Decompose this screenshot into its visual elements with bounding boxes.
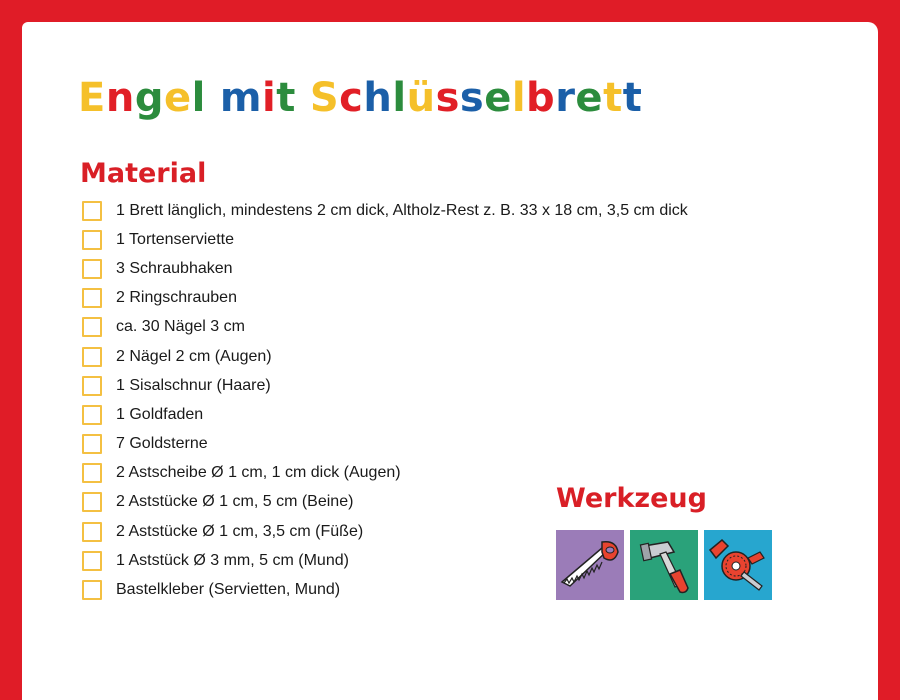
checkbox[interactable]: [82, 288, 102, 308]
title-letter: l: [511, 75, 527, 121]
title-letter: s: [435, 75, 460, 121]
title-letter: l: [191, 75, 206, 121]
title-letter: e: [163, 75, 192, 121]
title-letter: n: [105, 75, 135, 121]
material-item-label: 3 Schraubhaken: [116, 259, 233, 277]
title-letter: e: [484, 75, 512, 121]
checkbox[interactable]: [82, 463, 102, 483]
title-letter: S: [309, 75, 340, 121]
saw-icon: [556, 530, 624, 600]
title-letter: t: [276, 75, 296, 121]
material-item-label: 1 Tortenserviette: [116, 230, 234, 248]
material-item-label: 2 Aststücke Ø 1 cm, 3,5 cm (Füße): [116, 522, 364, 540]
title-letter: s: [459, 75, 485, 121]
title-letter: r: [555, 75, 576, 121]
checkbox[interactable]: [82, 201, 102, 221]
hammer-tile: [630, 530, 698, 600]
title-letter: ü: [406, 75, 436, 121]
title-letter: i: [262, 75, 277, 121]
material-item: [82, 371, 688, 400]
material-item-label: 2 Aststücke Ø 1 cm, 5 cm (Beine): [116, 493, 354, 511]
material-item: [82, 430, 688, 459]
hammer-icon: [630, 530, 698, 600]
page-title: [78, 74, 642, 122]
title-letter: b: [526, 75, 556, 121]
material-heading: Material: [80, 158, 207, 189]
title-letter: E: [78, 75, 106, 121]
material-item: [82, 313, 688, 342]
checkbox[interactable]: [82, 522, 102, 542]
material-item: [82, 254, 688, 283]
checkbox[interactable]: [82, 405, 102, 425]
material-item-label: 2 Ringschrauben: [116, 289, 237, 307]
title-letter: t: [603, 75, 623, 121]
title-letter: e: [575, 75, 604, 121]
checkbox[interactable]: [82, 551, 102, 571]
material-item: [82, 225, 688, 254]
hand-drill-tile: [704, 530, 772, 600]
material-item-label: Bastelkleber (Servietten, Mund): [116, 581, 341, 599]
title-letter: t: [622, 75, 643, 121]
tools-heading: Werkzeug: [556, 483, 707, 514]
material-item-label: ca. 30 Nägel 3 cm: [116, 318, 245, 336]
material-item: [82, 196, 688, 225]
material-item-label: 1 Brett länglich, mindestens 2 cm dick, Altholz-Rest z. B. 33 x 18 cm, 3,5 cm dick: [116, 201, 688, 219]
checkbox[interactable]: [82, 317, 102, 337]
saw-tile: [556, 530, 624, 600]
title-letter: h: [363, 75, 393, 121]
material-item-label: 2 Nägel 2 cm (Augen): [116, 347, 272, 365]
checkbox[interactable]: [82, 376, 102, 396]
title-letter: c: [339, 75, 364, 121]
checkbox[interactable]: [82, 347, 102, 367]
material-item-label: 1 Aststück Ø 3 mm, 5 cm (Mund): [116, 551, 349, 569]
title-letter: m: [219, 75, 262, 121]
checkbox[interactable]: [82, 259, 102, 279]
material-item: [82, 284, 688, 313]
checkbox[interactable]: [82, 230, 102, 250]
checkbox[interactable]: [82, 580, 102, 600]
tool-icons: [556, 530, 772, 600]
material-item-label: 7 Goldsterne: [116, 435, 208, 453]
checkbox[interactable]: [82, 492, 102, 512]
material-item-label: 2 Astscheibe Ø 1 cm, 1 cm dick (Augen): [116, 464, 401, 482]
title-letter: g: [134, 75, 164, 121]
title-letter: l: [392, 75, 407, 121]
hand-drill-icon: [704, 530, 772, 600]
material-item-label: 1 Sisalschnur (Haare): [116, 376, 271, 394]
checkbox[interactable]: [82, 434, 102, 454]
material-item-label: 1 Goldfaden: [116, 405, 204, 423]
material-item: [82, 400, 688, 429]
material-item: [82, 342, 688, 371]
